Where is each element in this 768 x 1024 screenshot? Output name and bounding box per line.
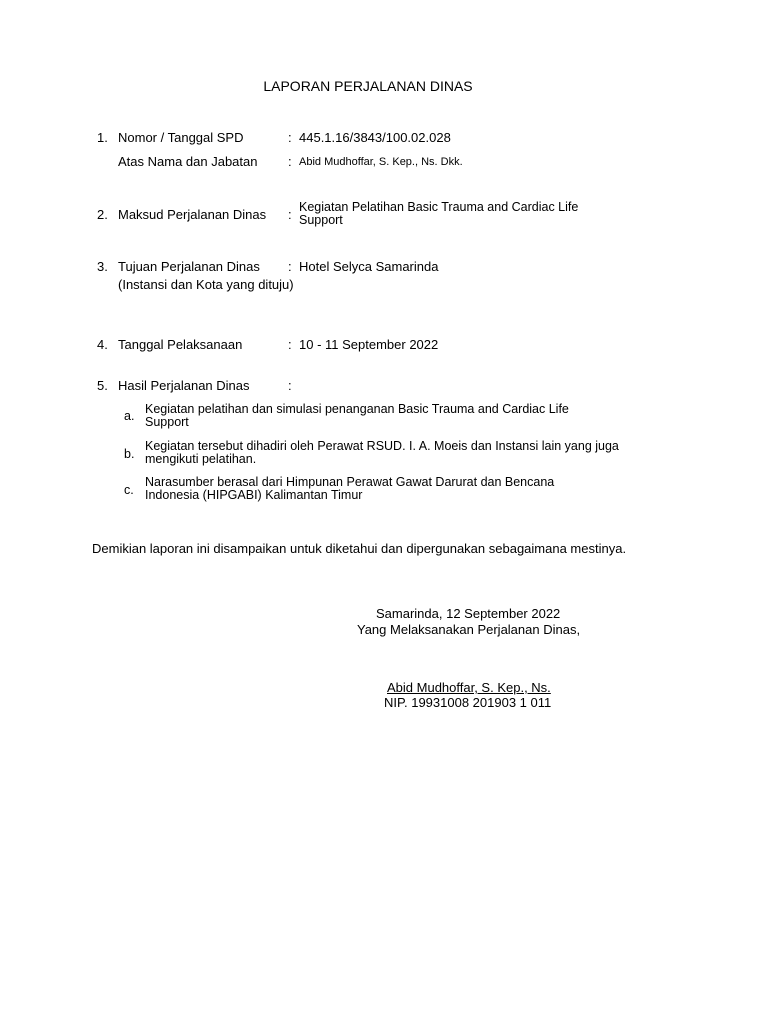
result-letter-b: b. — [124, 447, 135, 461]
item-value-tujuan: Hotel Selyca Samarinda — [299, 259, 439, 274]
item-number-5: 5. — [97, 378, 108, 393]
signature-role: Yang Melaksanakan Perjalanan Dinas, — [357, 622, 581, 637]
item-sublabel-tujuan: (Instansi dan Kota yang dituju) — [118, 277, 294, 292]
item-number-3: 3. — [97, 259, 108, 274]
item-label-tujuan: Tujuan Perjalanan Dinas — [118, 259, 260, 274]
signature-nip: NIP. 19931008 201903 1 011 — [384, 695, 552, 710]
item-colon-5: : — [288, 378, 292, 393]
result-letter-a: a. — [124, 409, 135, 423]
item-number-4: 4. — [97, 337, 108, 352]
result-text-a: Kegiatan pelatihan dan simulasi penanganan Basic Trauma and Cardiac Life Support — [145, 402, 569, 429]
item-value-nomor-spd: 445.1.16/3843/100.02.028 — [299, 130, 451, 145]
item-value-atas-nama: Abid Mudhoffar, S. Kep., Ns. Dkk. — [299, 156, 463, 168]
document-title: LAPORAN PERJALANAN DINAS — [263, 78, 473, 94]
item-value-maksud: Kegiatan Pelatihan Basic Trauma and Cardiac Life Support — [299, 200, 579, 227]
signature-place-date: Samarinda, 12 September 2022 — [376, 606, 561, 621]
item-label-atas-nama: Atas Nama dan Jabatan — [118, 154, 258, 169]
item-number-2: 2. — [97, 207, 108, 222]
item-colon-4: : — [288, 337, 292, 352]
item-label-hasil: Hasil Perjalanan Dinas — [118, 378, 250, 393]
closing-statement: Demikian laporan ini disampaikan untuk diketahui dan dipergunakan sebagaimana mestinya. — [92, 541, 627, 556]
item-colon-atas-nama: : — [288, 154, 292, 169]
item-number-1: 1. — [97, 130, 108, 145]
item-value-tanggal-pelaksanaan: 10 - 11 September 2022 — [299, 337, 439, 352]
item-colon-1: : — [288, 130, 292, 145]
item-label-nomor-tanggal-spd: Nomor / Tanggal SPD — [118, 130, 244, 145]
result-text-c: Narasumber berasal dari Himpunan Perawat Gawat Darurat dan Bencana Indonesia (HIPGABI) Kalimantan Timur — [145, 475, 555, 502]
item-label-tanggal-pelaksanaan: Tanggal Pelaksanaan — [118, 337, 243, 352]
signature-name: Abid Mudhoffar, S. Kep., Ns. — [387, 680, 551, 695]
item-colon-2: : — [288, 207, 292, 222]
result-text-b: Kegiatan tersebut dihadiri oleh Perawat RSUD. I. A. Moeis dan Instansi lain yang juga mengikuti pelatihan. — [145, 439, 619, 466]
result-letter-c: c. — [124, 483, 134, 497]
item-label-maksud: Maksud Perjalanan Dinas — [118, 207, 267, 222]
item-colon-3: : — [288, 259, 292, 274]
